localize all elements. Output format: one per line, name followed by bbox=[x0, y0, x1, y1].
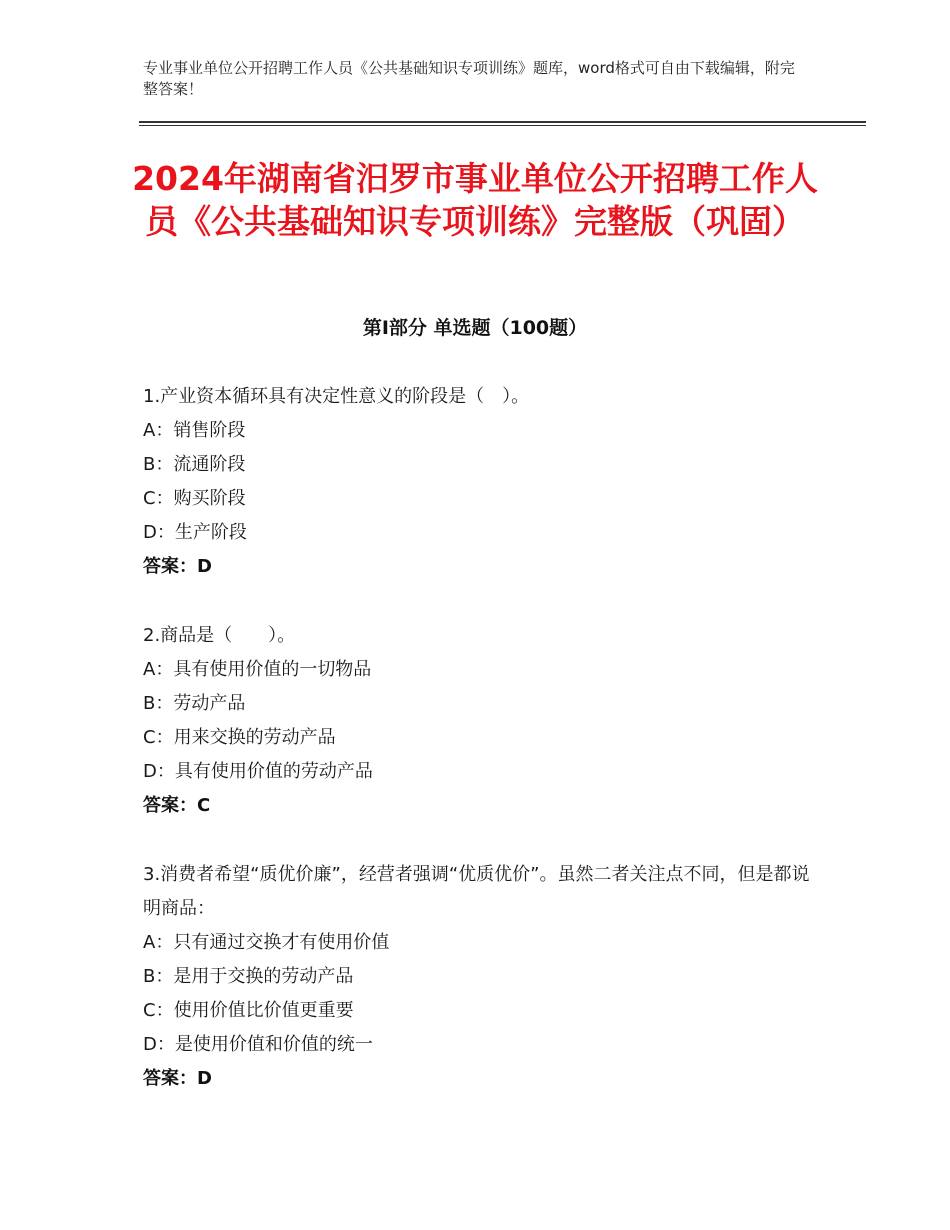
option-c: C：使用价值比价值更重要 bbox=[143, 1000, 354, 1021]
option-c: C：用来交换的劳动产品 bbox=[143, 727, 336, 748]
header-note: 专业事业单位公开招聘工作人员《公共基础知识专项训练》题库，word格式可自由下载编辑，附完整答案！ bbox=[143, 59, 795, 98]
option-a: A：具有使用价值的一切物品 bbox=[143, 659, 372, 680]
question-stem: 3.消费者希望“质优价廉”，经营者强调“优质优价”。虽然二者关注点不同，但是都说明商品： bbox=[143, 864, 810, 919]
document-title: 2024年湖南省汨罗市事业单位公开招聘工作人员《公共基础知识专项训练》完整版（巩固） bbox=[132, 159, 818, 241]
answer: 答案：D bbox=[143, 1068, 212, 1089]
answer: 答案：C bbox=[143, 795, 211, 816]
question-stem: 2.商品是（ ）。 bbox=[143, 625, 296, 646]
option-a: A：销售阶段 bbox=[143, 420, 246, 441]
answer: 答案：D bbox=[143, 556, 212, 577]
question-3 bbox=[143, 858, 813, 1096]
header-rule-thin bbox=[139, 125, 866, 126]
option-b: B：流通阶段 bbox=[143, 454, 246, 475]
option-b: B：劳动产品 bbox=[143, 693, 246, 714]
question-1 bbox=[143, 380, 813, 584]
option-c: C：购买阶段 bbox=[143, 488, 246, 509]
option-d: D：是使用价值和价值的统一 bbox=[143, 1034, 373, 1055]
question-stem: 1.产业资本循环具有决定性意义的阶段是（ ）。 bbox=[143, 386, 530, 407]
option-d: D：生产阶段 bbox=[143, 522, 247, 543]
section-title: 第Ⅰ部分 单选题（100题） bbox=[362, 317, 588, 339]
header-rule-thick bbox=[139, 121, 866, 123]
question-2 bbox=[143, 619, 813, 823]
option-b: B：是用于交换的劳动产品 bbox=[143, 966, 354, 987]
option-a: A：只有通过交换才有使用价值 bbox=[143, 932, 390, 953]
option-d: D：具有使用价值的劳动产品 bbox=[143, 761, 373, 782]
